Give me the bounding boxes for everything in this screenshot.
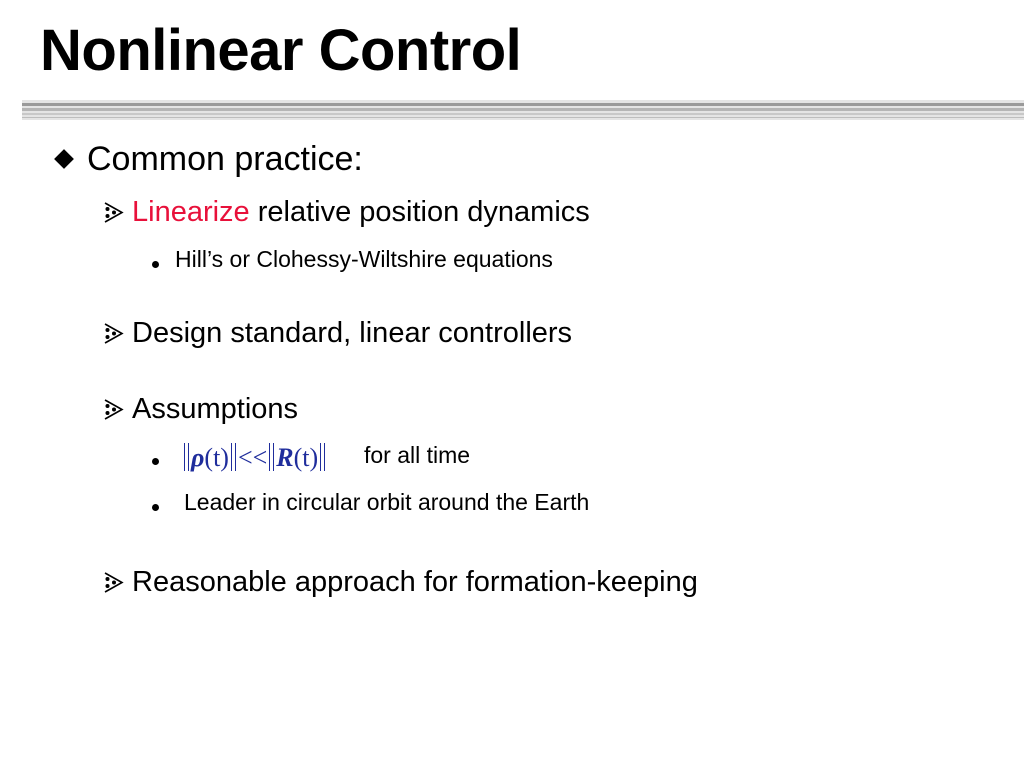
dot-bullet-icon <box>152 458 159 465</box>
three-dot-arrow-bullet-icon <box>101 321 126 346</box>
sub-item-leader: Leader in circular orbit around the Earth <box>184 489 590 515</box>
rho-symbol: ρ <box>191 443 205 472</box>
linearize-highlight: Linearize <box>132 196 250 228</box>
bullet-item-reasonable: Reasonable approach for formation-keeping <box>132 566 698 598</box>
bullet-item-assumptions: Assumptions <box>132 393 299 425</box>
norm-bar-icon <box>269 443 274 471</box>
three-dot-arrow-bullet-icon <box>101 570 126 595</box>
three-dot-arrow-bullet-icon <box>101 397 126 422</box>
dot-bullet-icon <box>152 261 159 268</box>
diamond-bullet-icon <box>54 149 74 169</box>
bullet-item-linearize <box>132 198 590 227</box>
norm-inequality-math <box>182 443 327 471</box>
norm-bar-icon <box>184 443 189 471</box>
level1-text: Common practice: <box>87 140 363 178</box>
three-dot-arrow-bullet-icon <box>101 200 126 225</box>
r-arg: (t) <box>293 443 319 472</box>
r-symbol: R <box>276 443 294 472</box>
norm-bar-icon <box>320 443 325 471</box>
rho-arg: (t) <box>204 443 229 472</box>
bullet-item-design: Design standard, linear controllers <box>132 317 573 349</box>
sub-item-hill: Hill’s or Clohessy-Wiltshire equations <box>175 246 553 272</box>
dot-bullet-icon <box>152 504 159 511</box>
title-divider <box>22 100 1024 120</box>
slide-title: Nonlinear Control <box>40 18 522 83</box>
sub-item-for-all-time: for all time <box>364 442 471 468</box>
linearize-text: relative position dynamics <box>249 196 590 228</box>
norm-bar-icon <box>231 443 236 471</box>
relation-symbol: << <box>237 443 268 472</box>
